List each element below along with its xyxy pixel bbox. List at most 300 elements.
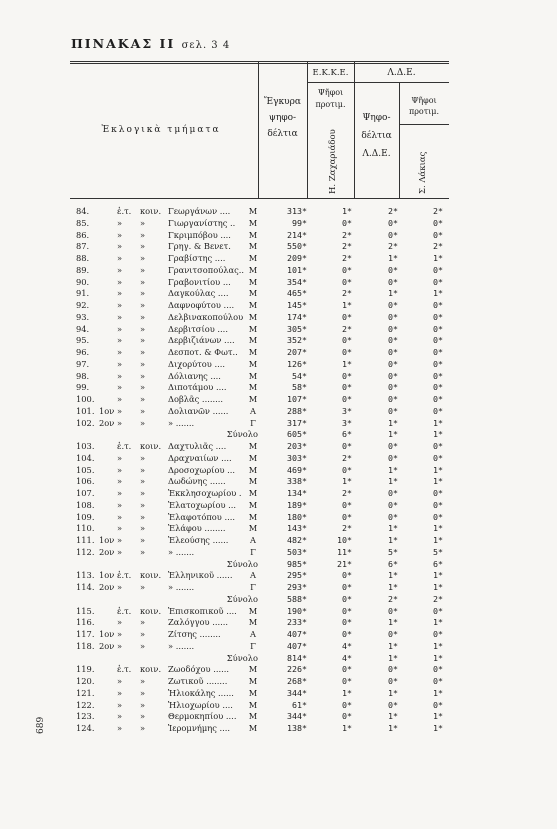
row-name: Ἡλιοχωρίου ....	[168, 699, 233, 710]
row-v1: 352*	[287, 335, 307, 346]
row-a: »	[117, 300, 123, 310]
row-b: »	[140, 311, 146, 322]
row-v2: 0*	[342, 264, 352, 275]
row-v2: 0*	[342, 676, 352, 686]
table-row	[0, 547, 557, 559]
row-v2: 10*	[337, 535, 352, 545]
row-num: 107.	[76, 488, 95, 498]
header-ekke-pref-1: Ψῆφοι	[317, 88, 344, 97]
row-type: Μ	[248, 723, 258, 733]
row-b: »	[140, 335, 146, 346]
row-type: Μ	[248, 499, 258, 510]
row-name: Γιωργανίστης ..	[168, 217, 236, 228]
table-row	[0, 335, 557, 347]
row-type: Α	[250, 570, 256, 581]
row-name: Ζαλόγγου ......	[168, 617, 229, 628]
row-b: »	[140, 217, 146, 228]
row-type: Μ	[248, 605, 258, 616]
row-a: »	[117, 499, 123, 510]
row-a: »	[117, 241, 123, 252]
row-type: Μ	[248, 323, 258, 334]
row-name: Γραβονιτίου ...	[168, 276, 231, 287]
table-total-row	[0, 559, 557, 571]
row-b: »	[140, 511, 146, 522]
row-v3: 6*	[388, 558, 398, 569]
header-group-lde: Λ.Δ.Ε.	[387, 68, 416, 78]
table-row	[0, 406, 557, 418]
row-a: »	[117, 488, 123, 498]
header-lde-pref-2: προτιμ.	[408, 107, 440, 116]
row-v1: 550*	[287, 241, 307, 252]
row-num: 90.	[76, 276, 90, 287]
row-v2: 1*	[342, 206, 352, 216]
row-v4: 1*	[433, 570, 443, 581]
row-num: 122.	[76, 699, 95, 710]
row-v1: 482*	[287, 535, 307, 545]
row-b: »	[140, 276, 146, 287]
row-v2: 0*	[342, 464, 352, 475]
row-sub: 1ον	[99, 629, 115, 639]
row-v1: 303*	[287, 452, 307, 463]
table-row	[0, 371, 557, 383]
row-v3: 0*	[388, 676, 398, 686]
row-name: Ἐπισκοπικοῦ ....	[168, 605, 237, 616]
page-number: 689	[36, 716, 46, 734]
row-a: »	[117, 464, 123, 475]
row-v3: 0*	[388, 499, 398, 510]
table-row	[0, 523, 557, 535]
row-v2: 1*	[342, 723, 352, 733]
row-name: Γραβίστης ....	[168, 253, 226, 263]
row-a: »	[117, 523, 123, 534]
row-v2: 0*	[342, 347, 352, 357]
row-num: 99.	[76, 382, 90, 393]
row-b: κοιν.	[140, 570, 162, 581]
row-v3: 1*	[388, 429, 398, 440]
row-type: Μ	[248, 370, 258, 381]
row-v4: 1*	[433, 417, 443, 428]
row-v1: 58*	[292, 382, 307, 393]
table-row	[0, 394, 557, 406]
row-v2: 0*	[342, 570, 352, 581]
row-name: Διχορύτου ....	[168, 358, 226, 369]
row-name: Δροσοχωρίου ...	[168, 464, 236, 475]
row-a: »	[117, 288, 123, 299]
row-a: »	[117, 382, 123, 393]
row-b: »	[140, 464, 146, 475]
row-num: 114.	[76, 582, 95, 592]
row-v3: 0*	[388, 441, 398, 451]
row-name: Δερβιτσίου ....	[168, 323, 228, 334]
row-v4: 1*	[433, 429, 443, 440]
row-type: Μ	[248, 394, 258, 404]
header-ekke-pref-2: προτιμ.	[315, 100, 346, 109]
row-v3: 5*	[388, 546, 398, 557]
row-v3: 1*	[388, 523, 398, 534]
header-top-rule	[70, 61, 449, 62]
row-b: »	[140, 617, 146, 628]
row-type: Μ	[248, 711, 258, 722]
row-num: 98.	[76, 370, 90, 381]
row-v3: 1*	[388, 687, 398, 698]
header-bottom-rule	[70, 198, 449, 199]
row-v1: 503*	[287, 546, 307, 557]
row-v4: 0*	[433, 605, 443, 616]
row-v3: 1*	[388, 570, 398, 581]
table-row	[0, 241, 557, 253]
row-b: »	[140, 629, 146, 639]
row-a: »	[117, 347, 123, 357]
table-row	[0, 418, 557, 430]
row-v4: 0*	[433, 311, 443, 322]
row-type: Μ	[248, 276, 258, 287]
row-v2: 2*	[342, 288, 352, 299]
row-v4: 0*	[433, 488, 443, 498]
row-v4: 0*	[433, 347, 443, 357]
row-sub: 1ον	[99, 535, 115, 545]
row-v2: 0*	[342, 311, 352, 322]
row-b: »	[140, 711, 146, 722]
row-num: 85.	[76, 217, 90, 228]
row-b: »	[140, 253, 146, 263]
row-v1: 126*	[287, 358, 307, 369]
row-name: Δεσποτ. & Φωτ..	[168, 347, 238, 357]
row-v1: 54*	[292, 370, 307, 381]
row-v1: 190*	[287, 605, 307, 616]
row-sub: 2ον	[99, 546, 115, 557]
row-num: 86.	[76, 229, 90, 240]
row-type: Α	[250, 405, 256, 416]
row-type: Μ	[248, 476, 258, 487]
row-v3: 2*	[388, 593, 398, 604]
row-name: » .......	[168, 546, 195, 557]
row-v1: 469*	[287, 464, 307, 475]
row-b: »	[140, 523, 146, 534]
row-v1: 134*	[287, 488, 307, 498]
row-v3: 0*	[388, 217, 398, 228]
row-v2: 0*	[342, 382, 352, 393]
row-v4: 0*	[433, 441, 443, 451]
table-row	[0, 441, 557, 453]
row-v2: 0*	[342, 276, 352, 287]
table-row	[0, 676, 557, 688]
row-v1: 226*	[287, 664, 307, 675]
row-name: Γρηγ. & Βενετ.	[168, 241, 231, 252]
table-row	[0, 582, 557, 594]
row-type: Μ	[248, 699, 258, 710]
row-b: »	[140, 300, 146, 310]
row-num: 104.	[76, 452, 95, 463]
table-total-row	[0, 594, 557, 606]
table-total-row	[0, 653, 557, 665]
row-v4: 1*	[433, 535, 443, 545]
row-v2: 0*	[342, 711, 352, 722]
row-type: Μ	[248, 335, 258, 346]
row-a: »	[117, 723, 123, 733]
row-b: »	[140, 347, 146, 357]
row-v1: 174*	[287, 311, 307, 322]
row-num: 105.	[76, 464, 95, 475]
row-num: 106.	[76, 476, 95, 487]
row-v3: 1*	[388, 535, 398, 545]
table-row	[0, 617, 557, 629]
table-row	[0, 641, 557, 653]
row-name: Δραχναιίων ....	[168, 452, 232, 463]
row-v1: 295*	[287, 570, 307, 581]
row-num: 103.	[76, 441, 95, 451]
row-b: »	[140, 582, 146, 592]
row-v1: 605*	[287, 429, 307, 440]
table-row	[0, 300, 557, 312]
row-num: 102.	[76, 417, 95, 428]
row-v1: 588*	[287, 593, 307, 604]
row-type: Μ	[248, 441, 258, 451]
row-name: » .......	[168, 582, 195, 592]
row-v2: 0*	[342, 664, 352, 675]
row-v2: 21*	[337, 558, 352, 569]
row-type: Α	[250, 535, 256, 545]
row-v3: 0*	[388, 370, 398, 381]
row-num: 84.	[76, 206, 90, 216]
table-row	[0, 347, 557, 359]
row-v3: 0*	[388, 335, 398, 346]
row-v4: 0*	[433, 382, 443, 393]
row-v1: 465*	[287, 288, 307, 299]
row-v4: 1*	[433, 476, 443, 487]
row-type: Μ	[248, 241, 258, 252]
row-b: »	[140, 394, 146, 404]
row-v2: 0*	[342, 441, 352, 451]
row-a: ἐ.τ.	[117, 664, 132, 675]
row-v3: 0*	[388, 347, 398, 357]
row-v3: 1*	[388, 711, 398, 722]
row-v2: 0*	[342, 582, 352, 592]
row-v3: 2*	[388, 206, 398, 216]
row-v1: 209*	[287, 253, 307, 263]
row-num: 100.	[76, 394, 95, 404]
row-type: Γ	[250, 417, 256, 428]
row-v1: 814*	[287, 652, 307, 663]
row-type: Μ	[248, 676, 258, 686]
row-b: »	[140, 417, 146, 428]
row-v1: 344*	[287, 711, 307, 722]
row-v3: 1*	[388, 253, 398, 263]
row-v1: 344*	[287, 687, 307, 698]
row-v3: 0*	[388, 405, 398, 416]
header-top-rule-2	[70, 63, 449, 64]
row-v3: 0*	[388, 699, 398, 710]
row-num: 110.	[76, 523, 95, 534]
table-row	[0, 488, 557, 500]
row-b: »	[140, 546, 146, 557]
row-sub: 2ον	[99, 640, 115, 651]
row-b: »	[140, 405, 146, 416]
row-a: »	[117, 711, 123, 722]
row-v2: 2*	[342, 323, 352, 334]
row-v3: 0*	[388, 264, 398, 275]
row-num: 87.	[76, 241, 90, 252]
row-type: Γ	[250, 546, 256, 557]
row-type: Μ	[248, 617, 258, 628]
header-lde-ballots-3: Λ.Δ.Ε.	[362, 149, 391, 159]
row-v1: 189*	[287, 499, 307, 510]
row-v2: 0*	[342, 335, 352, 346]
row-name: Ζωτικοῦ ........	[168, 676, 228, 686]
row-type: Μ	[248, 288, 258, 299]
row-name: Δοβλᾶς ........	[168, 394, 224, 404]
row-a: ἐ.τ.	[117, 441, 132, 451]
row-v2: 0*	[342, 217, 352, 228]
row-v2: 3*	[342, 405, 352, 416]
row-b: »	[140, 676, 146, 686]
row-v2: 1*	[342, 687, 352, 698]
row-v4: 0*	[433, 300, 443, 310]
row-name: Δολιανῶν ......	[168, 405, 229, 416]
row-total-label: Σύνολο	[226, 593, 258, 604]
header-lde-ballots-1: Ψηφο-	[362, 113, 391, 123]
row-b: »	[140, 535, 146, 545]
row-v1: 233*	[287, 617, 307, 628]
row-v2: 2*	[342, 488, 352, 498]
row-v1: 61*	[292, 699, 307, 710]
row-v2: 0*	[342, 499, 352, 510]
row-a: »	[117, 405, 123, 416]
row-v4: 0*	[433, 370, 443, 381]
row-name: Ἱερομνήμης ....	[168, 723, 231, 733]
row-name: » .......	[168, 640, 195, 651]
row-v4: 0*	[433, 394, 443, 404]
row-v1: 101*	[287, 264, 307, 275]
row-v4: 1*	[433, 640, 443, 651]
row-a: »	[117, 323, 123, 334]
row-b: »	[140, 488, 146, 498]
row-num: 95.	[76, 335, 90, 346]
row-name: Δαφνοφύτου ....	[168, 300, 235, 310]
row-a: »	[117, 617, 123, 628]
row-v3: 0*	[388, 488, 398, 498]
row-v2: 1*	[342, 300, 352, 310]
row-name: Δωδώνης ......	[168, 476, 226, 487]
row-num: 117.	[76, 629, 95, 639]
row-type: Μ	[248, 347, 258, 357]
table-row	[0, 500, 557, 512]
row-b: »	[140, 241, 146, 252]
row-b: »	[140, 288, 146, 299]
row-type: Μ	[248, 687, 258, 698]
header-lde-pref-1: Ψῆφοι	[411, 96, 437, 105]
row-a: »	[117, 640, 123, 651]
row-a: ἐ.τ.	[117, 206, 132, 216]
row-v4: 0*	[433, 452, 443, 463]
row-type: Μ	[248, 264, 258, 275]
row-name: Γεωργάνων ....	[168, 206, 231, 216]
row-v2: 6*	[342, 429, 352, 440]
table-row	[0, 512, 557, 524]
header-sections: Ἐκλογικὰ τμήματα	[101, 125, 221, 135]
row-v1: 288*	[287, 405, 307, 416]
row-v4: 0*	[433, 264, 443, 275]
row-v2: 0*	[342, 605, 352, 616]
row-v2: 11*	[337, 546, 352, 557]
row-num: 120.	[76, 676, 95, 686]
row-v2: 2*	[342, 241, 352, 252]
row-num: 121.	[76, 687, 95, 698]
table-row	[0, 700, 557, 712]
row-num: 112.	[76, 546, 95, 557]
row-a: »	[117, 535, 123, 545]
row-v3: 1*	[388, 417, 398, 428]
table-row	[0, 359, 557, 371]
row-v3: 0*	[388, 394, 398, 404]
row-num: 111.	[76, 535, 95, 545]
row-b: »	[140, 687, 146, 698]
row-v4: 1*	[433, 582, 443, 592]
row-b: »	[140, 499, 146, 510]
row-v3: 0*	[388, 311, 398, 322]
row-name: Ἐλεούσης ......	[168, 535, 229, 545]
row-num: 97.	[76, 358, 90, 369]
row-v1: 268*	[287, 676, 307, 686]
row-num: 108.	[76, 499, 95, 510]
row-b: »	[140, 699, 146, 710]
header-registered-1: Ἔγκυρα	[264, 97, 301, 107]
row-sub: 2ον	[99, 582, 115, 592]
row-type: Μ	[248, 511, 258, 522]
row-num: 91.	[76, 288, 90, 299]
header-group-ekke: Ε.Κ.Κ.Ε.	[312, 68, 349, 78]
table-row	[0, 453, 557, 465]
row-total-label: Σύνολο	[226, 652, 258, 663]
table-row	[0, 570, 557, 582]
row-v2: 1*	[342, 476, 352, 487]
row-name: Δόλιανης ....	[168, 370, 221, 381]
row-num: 88.	[76, 253, 90, 263]
row-v4: 1*	[433, 464, 443, 475]
row-v3: 1*	[388, 464, 398, 475]
row-v4: 0*	[433, 629, 443, 639]
row-a: »	[117, 511, 123, 522]
row-v2: 0*	[342, 617, 352, 628]
row-v4: 0*	[433, 676, 443, 686]
row-a: »	[117, 546, 123, 557]
row-num: 96.	[76, 347, 90, 357]
row-v2: 0*	[342, 629, 352, 639]
table-row	[0, 711, 557, 723]
row-a: »	[117, 276, 123, 287]
row-a: »	[117, 676, 123, 686]
row-v1: 143*	[287, 523, 307, 534]
row-name: Ἑλληνικοῦ ......	[168, 570, 233, 581]
row-v1: 207*	[287, 347, 307, 357]
row-a: »	[117, 264, 123, 275]
row-v1: 138*	[287, 723, 307, 733]
row-b: »	[140, 476, 146, 487]
table-row	[0, 606, 557, 618]
row-v1: 203*	[287, 441, 307, 451]
row-a: »	[117, 370, 123, 381]
row-sub: 2ον	[99, 417, 115, 428]
table-row	[0, 382, 557, 394]
row-v1: 313*	[287, 206, 307, 216]
row-v4: 0*	[433, 699, 443, 710]
row-a: »	[117, 358, 123, 369]
row-v3: 2*	[388, 241, 398, 252]
row-b: »	[140, 264, 146, 275]
table-row	[0, 288, 557, 300]
row-v2: 2*	[342, 523, 352, 534]
row-a: »	[117, 687, 123, 698]
table-row	[0, 664, 557, 676]
